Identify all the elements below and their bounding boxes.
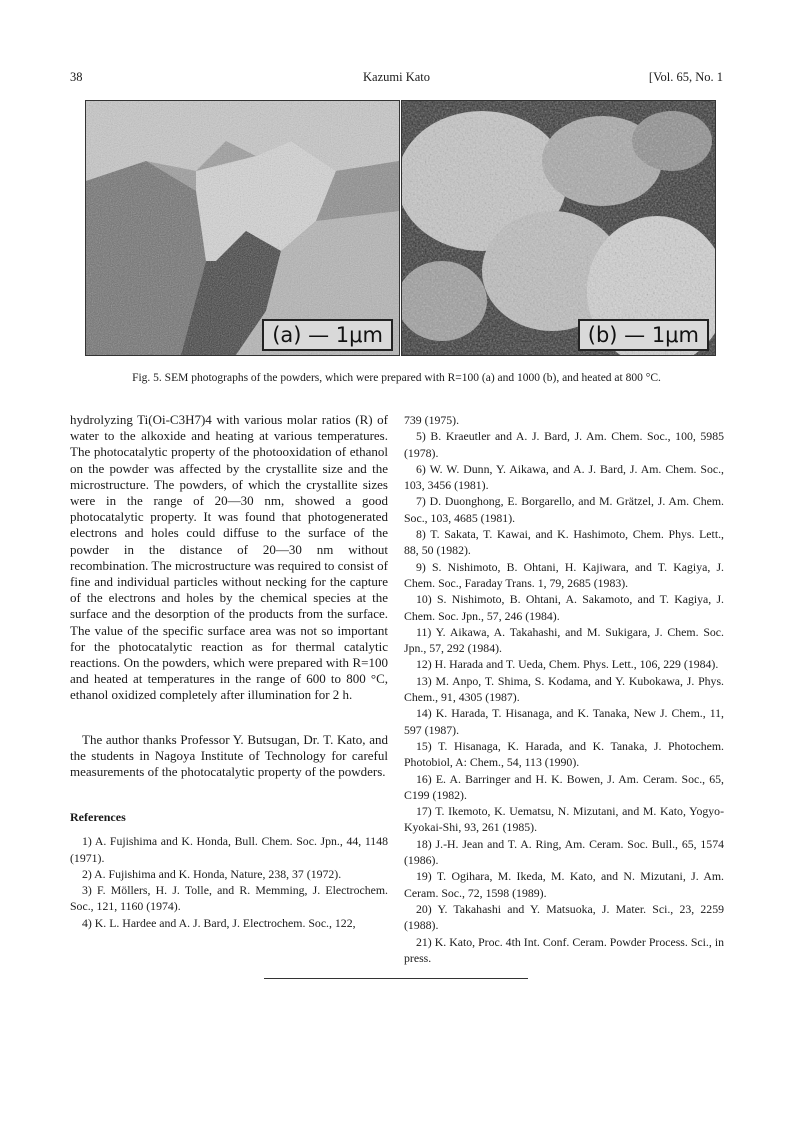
running-volume: [Vol. 65, No. 1 (648, 70, 723, 84)
reference-item: 11) Y. Aikawa, A. Takahashi, and M. Sukigara, J. Chem. Soc. Jpn., 57, 292 (1984). (404, 624, 724, 656)
reference-item: 10) S. Nishimoto, B. Ohtani, A. Sakamoto, and T. Kagiya, J. Chem. Soc. Jpn., 57, 246 (1984). (404, 592, 724, 623)
figure-caption: Fig. 5. SEM photographs of the powders, which were prepared with R=100 (a) and 1000 (b), and heated at 800 °C. (132, 372, 661, 384)
reference-item: 1) A. Fujishima and K. Honda, Bull. Chem. Soc. Jpn., 44, 1148 (1971). (70, 834, 388, 865)
reference-item: 4) K. L. Hardee and A. J. Bard, J. Electrochem. Soc., 122, (82, 915, 356, 930)
reference-item: 9) S. Nishimoto, B. Ohtani, H. Kajiwara, and T. Kagiya, J. Chem. Soc., Faraday Trans. 1, 79, 2685 (1983). (404, 559, 724, 590)
reference-item: 7) D. Duonghong, E. Borgarello, and M. Grätzel, J. Am. Chem. Soc., 103, 4685 (1981). (404, 494, 724, 525)
reference-item: 14) K. Harada, T. Hisanaga, and K. Tanaka, New J. Chem., 11, 597 (1987). (404, 706, 724, 737)
reference-item: 16) E. A. Barringer and H. K. Bowen, J. Am. Ceram. Soc., 65, C199 (1982). (404, 771, 724, 802)
references-heading: References (70, 810, 126, 825)
reference-item: 3) F. Möllers, H. J. Tolle, and R. Memming, J. Electrochem. Soc., 121, 1160 (1974). (70, 883, 388, 914)
reference-item: 13) M. Anpo, T. Shima, S. Kodama, and Y. Kubokawa, J. Phys. Chem., 91, 4305 (1987). (404, 673, 724, 705)
reference-item: 18) J.-H. Jean and T. A. Ring, Am. Ceram. Soc. Bull., 65, 1574 (1986). (404, 836, 724, 868)
reference-item: 15) T. Hisanaga, K. Harada, and K. Tanaka, J. Photochem. Photobiol, A: Chem., 54, 113 (1990). (404, 738, 724, 770)
reference-item: 8) T. Sakata, T. Kawai, and K. Hashimoto, Chem. Phys. Lett., 88, 50 (1982). (404, 527, 724, 558)
sem-image-a (86, 101, 399, 355)
reference-item: 5) B. Kraeutler and A. J. Bard, J. Am. Chem. Soc., 100, 5985 (1978). (404, 429, 724, 460)
scale-bar-label-a: (a) — 1μm (262, 319, 393, 351)
sem-image-b (402, 101, 715, 355)
running-author: Kazumi Kato (363, 70, 430, 84)
reference-item: 6) W. W. Dunn, Y. Aikawa, and A. J. Bard, J. Am. Chem. Soc., 103, 3456 (1981). (404, 461, 724, 493)
page-number: 38 (70, 70, 83, 84)
sem-photo-a (85, 100, 400, 356)
scale-bar-label-b: (b) — 1μm (578, 319, 709, 351)
reference-item: 20) Y. Takahashi and Y. Matsuoka, J. Mater. Sci., 23, 2259 (1988). (404, 901, 724, 933)
end-rule (264, 978, 528, 979)
right-column (404, 412, 724, 966)
reference-item: 12) H. Harada and T. Ueda, Chem. Phys. Lett., 106, 229 (1984). (416, 657, 719, 672)
reference-item: 19) T. Ogihara, M. Ikeda, M. Kato, and N. Mizutani, J. Am. Ceram. Soc., 72, 1598 (1989). (404, 869, 724, 900)
acknowledgment: The author thanks Professor Y. Butsugan, Dr. T. Kato, and the students in Nagoya Institute of Technology for careful measurements of the photocatalytic property of the powders. (70, 731, 388, 780)
sem-photo-b (401, 100, 716, 356)
reference-item: 21) K. Kato, Proc. 4th Int. Conf. Ceram. Powder Process. Sci., in press. (404, 934, 724, 965)
reference-item: 17) T. Ikemoto, K. Uematsu, N. Mizutani, and M. Kato, Yogyo-Kyokai-Shi, 93, 261 (1985). (404, 804, 724, 835)
reference-continuation: 739 (1975). (404, 413, 460, 427)
reference-item: 2) A. Fujishima and K. Honda, Nature, 238, 37 (1972). (82, 866, 342, 881)
left-column (70, 412, 388, 931)
body-paragraph: hydrolyzing Ti(Oi-C3H7)4 with various molar ratios (R) of water to the alkoxide and heating at various temperatures. The photocatalytic property of the photooxidation of ethanol on the powder was affected by the crystallite size and the microstructure. The powders, of which the crystallite sizes were in the range of 20—30 nm, showed a good photocatalytic property. It was found that photogenerated electrons and holes could diffuse to the surface of the powder in the distance of 20—30 nm without recombination. The microstructure was required to consist of fine and individual particles without necking for the capture of the electrons and holes by the chemical species at the surface and the desorption of the products from the surface. The value of the specific surface area was not so important for the photocatalytic reaction as for thermal catalytic reactions. On the powders, which were prepared with R=100 and heated at temperatures in the range of 600 to 800 °C, ethanol oxidized completely after illumination for 2 h. (70, 412, 388, 703)
